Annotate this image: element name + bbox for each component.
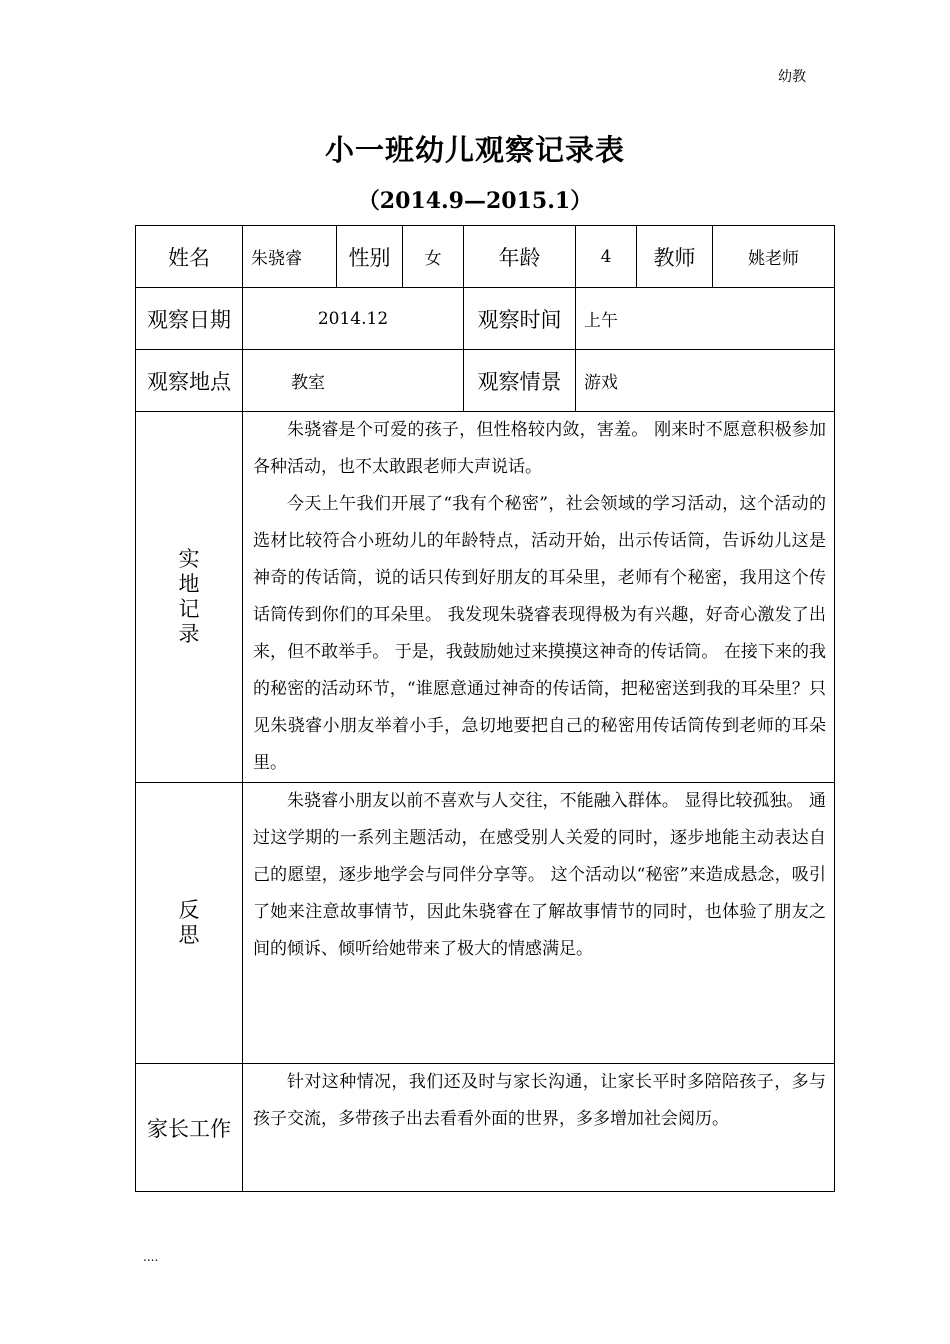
parent-work-content [243, 1064, 835, 1192]
date-value: 2014.12 [243, 288, 464, 350]
page-subtitle: （2014.9—2015.1） [357, 188, 593, 214]
gender-label: 性别 [337, 226, 403, 288]
parent-work-paragraph: 针对这种情况，我们还及时与家长沟通，让家长平时多陪陪孩子，多与孩子交流，多带孩子出去看看外面的世界，多多增加社会阅历。 [253, 1072, 826, 1129]
record-paragraph: 朱骁睿是个可爱的孩子，但性格较内敛，害羞。 刚来时不愿意积极参加各种活动，也不太敢跟老师大声说话。 [253, 420, 826, 477]
record-label [136, 412, 243, 783]
reflection-label-char: 思 [178, 923, 200, 947]
observation-record-table [135, 225, 835, 1192]
scene-label: 观察情景 [464, 350, 576, 412]
record-label-char: 地 [178, 572, 200, 596]
record-row [136, 412, 835, 783]
age-value: 4 [576, 226, 637, 288]
info-row-place [136, 350, 835, 412]
name-label: 姓名 [136, 226, 243, 288]
parent-work-label: 家长工作 [136, 1064, 243, 1192]
time-label: 观察时间 [464, 288, 576, 350]
page-title: 小一班幼儿观察记录表 [324, 133, 625, 167]
record-label-char: 记 [178, 597, 200, 621]
info-row-date [136, 288, 835, 350]
place-value: 教室 [243, 350, 464, 412]
time-value: 上午 [576, 288, 835, 350]
record-paragraph: 今天上午我们开展了“我有个秘密”，社会领域的学习活动，这个活动的选材比较符合小班幼儿的年龄特点，活动开始，出示传话筒，告诉幼儿这是神奇的传话筒，说的话只传到好朋友的耳朵里，老师有个秘密，我用这个传话筒传到你们的耳朵里。 我发现朱骁睿表现得极为有兴趣，好奇心激发了出来，但不敢举手。 于是，我鼓励她过来摸摸这神奇的传话筒。 在接下来的我的秘密的活动环节，“谁愿意通过神奇的传话筒，把秘密送到我的耳朵里？只见朱骁睿小朋友举着小手，急切地要把自己的秘密用传话筒传到老师的耳朵里。 [253, 494, 826, 773]
info-row-basic [136, 226, 835, 288]
teacher-label: 教师 [637, 226, 713, 288]
scene-value: 游戏 [576, 350, 835, 412]
reflection-row [136, 783, 835, 1064]
reflection-content [243, 783, 835, 1064]
record-label-char: 录 [178, 622, 200, 646]
record-content [243, 412, 835, 783]
record-label-char: 实 [178, 547, 200, 571]
footer-dots: .... [143, 1250, 159, 1264]
place-label: 观察地点 [136, 350, 243, 412]
date-label: 观察日期 [136, 288, 243, 350]
teacher-value: 姚老师 [713, 226, 835, 288]
reflection-label [136, 783, 243, 1064]
reflection-label-char: 反 [178, 898, 200, 922]
name-value: 朱骁睿 [243, 226, 337, 288]
header-tag: 幼教 [778, 69, 806, 85]
age-label: 年龄 [464, 226, 576, 288]
parent-work-row [136, 1064, 835, 1192]
gender-value: 女 [403, 226, 464, 288]
reflection-paragraph: 朱骁睿小朋友以前不喜欢与人交往，不能融入群体。 显得比较孤独。 通过这学期的一系列主题活动，在感受别人关爱的同时，逐步地能主动表达自己的愿望，逐步地学会与同伴分享等。 这个活动以“秘密”来造成悬念，吸引了她来注意故事情节，因此朱骁睿在了解故事情节的同时，也体验了朋友之间的倾诉、倾听给她带来了极大的情感满足。 [253, 791, 826, 959]
